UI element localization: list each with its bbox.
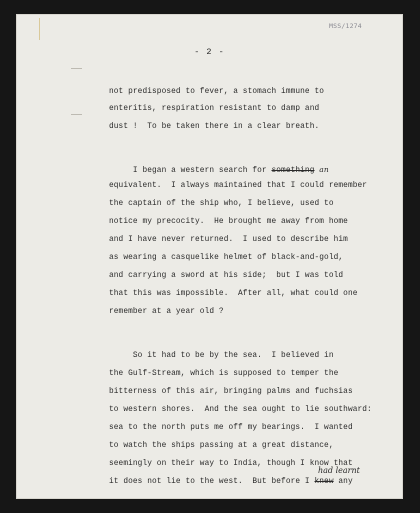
paper-fold-mark <box>39 18 40 40</box>
struck-word: something <box>271 167 315 175</box>
text-line: the Gulf-Stream, which is supposed to temper the <box>109 370 339 378</box>
text-line: enteritis, respiration resistant to damp and <box>109 105 320 113</box>
text-line: equivalent. I always maintained that I could remember <box>109 182 368 190</box>
text-line: that this was impossible. After all, what could one <box>109 290 358 298</box>
struck-word: knew <box>314 478 334 486</box>
handwritten-insertion: an <box>319 165 329 174</box>
archive-reference: MSS/1274 <box>329 22 362 30</box>
typescript-page <box>16 14 403 499</box>
text-line: and I have never returned. I used to describe him <box>109 236 348 244</box>
text-line: as wearing a casquelike helmet of black-and-gold, <box>109 254 344 262</box>
page-number: - 2 - <box>194 47 225 57</box>
text-line: I began a western search for something an <box>109 165 329 175</box>
text-line: to watch the ships passing at a great distance, <box>109 442 334 450</box>
text-line: So it had to be by the sea. I believed in <box>109 352 334 360</box>
text-line: seemingly on their way to India, though I know that <box>109 460 353 468</box>
text-line: dust ! To be taken there in a clear breath. <box>109 123 320 131</box>
text-line: notice my precocity. He brought me away from home <box>109 218 348 226</box>
text-line: the captain of the ship who, I believe, used to <box>109 200 334 208</box>
text-line: remember at a year old ? <box>109 308 224 316</box>
text-line: it does not lie to the west. But before I knew any <box>109 478 353 486</box>
handwritten-insertion: had learnt <box>318 466 360 475</box>
text-line: to western shores. And the sea ought to lie southward: <box>109 406 372 414</box>
text-line: sea to the north puts me off my bearings. I wanted <box>109 424 353 432</box>
punch-hole-mark <box>71 114 82 115</box>
punch-hole-mark <box>71 68 82 69</box>
text-line: bitterness of this air, bringing palms and fuchsias <box>109 388 353 396</box>
text-line: not predisposed to fever, a stomach immune to <box>109 88 325 96</box>
text-line: and carrying a sword at his side; but I was told <box>109 272 344 280</box>
